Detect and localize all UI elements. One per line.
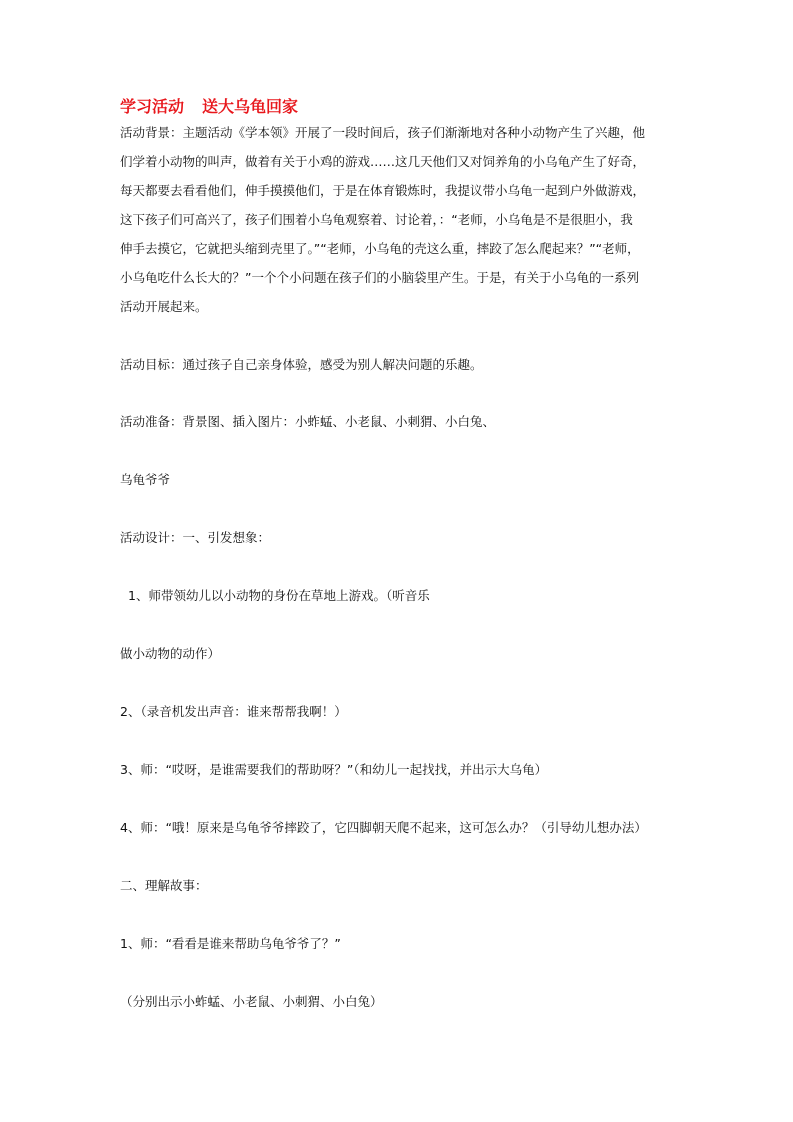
section-2-note: （分别出示小蚱蜢、小老鼠、小刺猬、小白兔）: [120, 994, 383, 1009]
step-1-cont: 做小动物的动作）: [120, 646, 221, 661]
design-heading: 活动设计：一、引发想象：: [120, 530, 271, 545]
activity-preparation: 活动准备：背景图、插入图片：小蚱蜢、小老鼠、小刺猬、小白兔、: [120, 414, 496, 429]
background-line-7: 活动开展起来。: [120, 299, 208, 314]
section-2-heading: 二、理解故事：: [120, 878, 208, 893]
step-4: 4、师：“哦！原来是乌龟爷爷摔跤了，它四脚朝天爬不起来，这可怎么办？（引导幼儿想办法）: [120, 820, 647, 835]
background-line-5: 伸手去摸它，它就把头缩到壳里了。”“老师，小乌龟的壳这么重，摔跤了怎么爬起来？”“老师，: [120, 241, 640, 256]
title-activity-label: 学习活动: [120, 97, 185, 116]
background-line-4: 这下孩子们可高兴了，孩子们围着小乌龟观察着、讨论着，：“老师，小乌龟是不是很胆小，我: [120, 212, 633, 227]
step-1: 1、师带领幼儿以小动物的身份在草地上游戏。（听音乐: [128, 588, 430, 603]
title-activity-name: 送大乌龟回家: [202, 97, 299, 116]
background-line-6: 小乌龟吃什么长大的？”一个个小问题在孩子们的小脑袋里产生。于是，有关于小乌龟的一系列: [120, 270, 639, 285]
document-title: [120, 94, 298, 117]
background-line-2: 们学着小动物的叫声，做着有关于小鸡的游戏……这几天他们又对饲养角的小乌龟产生了好奇，: [120, 154, 646, 169]
background-line-3: 每天都要去看看他们，伸手摸摸他们，于是在体育锻炼时，我提议带小乌龟一起到户外做游戏，: [120, 183, 646, 198]
step-2: 2、（录音机发出声音：谁来帮帮我啊！）: [120, 704, 347, 719]
section-2-step-1: 1、师：“看看是谁来帮助乌龟爷爷了？”: [120, 936, 341, 951]
step-3: 3、师：“哎呀，是谁需要我们的帮助呀？”（和幼儿一起找找，并出示大乌龟）: [120, 762, 548, 777]
background-line-1: 活动背景：主题活动《学本领》开展了一段时间后，孩子们渐渐地对各种小动物产生了兴趣，他: [120, 125, 646, 140]
activity-goal: 活动目标：通过孩子自己亲身体验，感受为别人解决问题的乐趣。: [120, 357, 483, 372]
activity-preparation-cont: 乌龟爷爷: [120, 472, 171, 487]
